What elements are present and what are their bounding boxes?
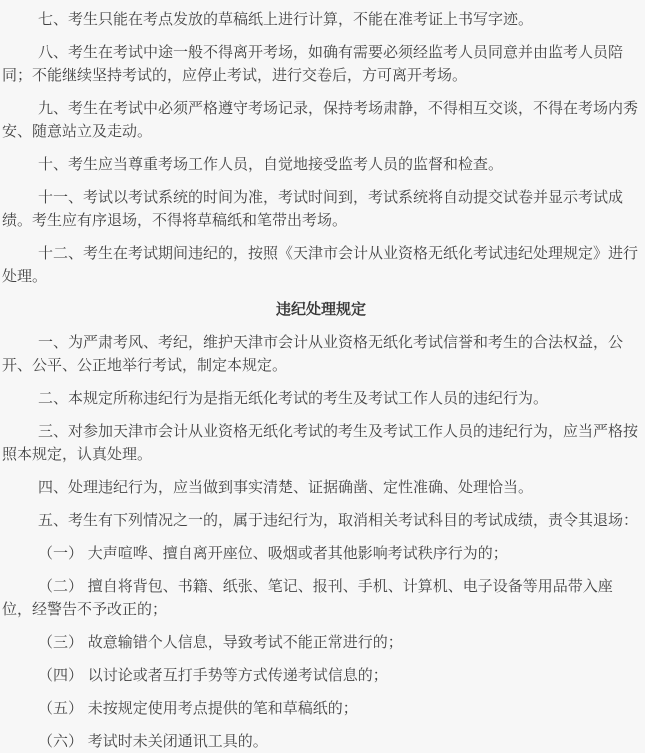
violation-rule-1: 一、为严肃考风、考纪，维护天津市会计从业资格无纸化考试信誉和考生的合法权益，公开、公平、公正地举行考试，制定本规定。 xyxy=(2,333,624,374)
violation-rule-4: 四、处理违纪行为，应当做到事实清楚、证据确凿、定性准确、处理恰当。 xyxy=(38,478,534,496)
violation-subitem-5: （五） 未按规定使用考点提供的笔和草稿纸的； xyxy=(38,699,358,717)
violation-subitem-6: （六） 考试时未关闭通讯工具的。 xyxy=(38,732,268,750)
violation-subitem-2: （二） 擅自将背包、书籍、纸张、笔记、报刊、手机、计算机、电子设备等用品带入座位，经警告不予改正的； xyxy=(2,577,613,618)
exam-rule-11: 十一、考试以考试系统的时间为准，考试时间到，考试系统将自动提交试卷并显示考试成绩。考生应有序退场，不得将草稿纸和笔带出考场。 xyxy=(2,188,624,229)
violation-subitem-1: （一） 大声喧哗、擅自离开座位、吸烟或者其他影响考试秩序行为的； xyxy=(38,544,508,562)
exam-rule-9: 九、考生在考试中必须严格遵守考场记录，保持考场肃静，不得相互交谈，不得在考场内秀安、随意站立及走动。 xyxy=(2,99,639,140)
exam-rule-8: 八、考生在考试中途一般不得离开考场，如确有需要必须经监考人员同意并由监考人员陪同；不能继续坚持考试的，应停止考试，进行交卷后，方可离开考场。 xyxy=(2,43,624,84)
exam-rule-12: 十二、考生在考试期间违纪的，按照《天津市会计从业资格无纸化考试违纪处理规定》进行处理。 xyxy=(2,244,639,285)
exam-rule-10: 十、考生应当尊重考场工作人员，自觉地接受监考人员的监督和检查。 xyxy=(38,155,504,173)
exam-rule-7: 七、考生只能在考点发放的草稿纸上进行计算，不能在准考证上书写字迹。 xyxy=(38,10,534,28)
violation-subitem-3: （三） 故意输错个人信息，导致考试不能正常进行的； xyxy=(38,633,403,651)
violation-subitem-4: （四） 以讨论或者互打手势等方式传递考试信息的； xyxy=(38,666,388,684)
violation-rule-2: 二、本规定所称违纪行为是指无纸化考试的考生及考试工作人员的违纪行为。 xyxy=(38,389,549,407)
violation-rule-3: 三、对参加天津市会计从业资格无纸化考试的考生及考试工作人员的违纪行为，应当严格按照本规定，认真处理。 xyxy=(2,422,639,463)
violation-rule-5: 五、考生有下列情况之一的，属于违纪行为，取消相关考试科目的考试成绩，责令其退场： xyxy=(38,511,639,529)
section-title: 违纪处理规定 xyxy=(275,300,366,318)
